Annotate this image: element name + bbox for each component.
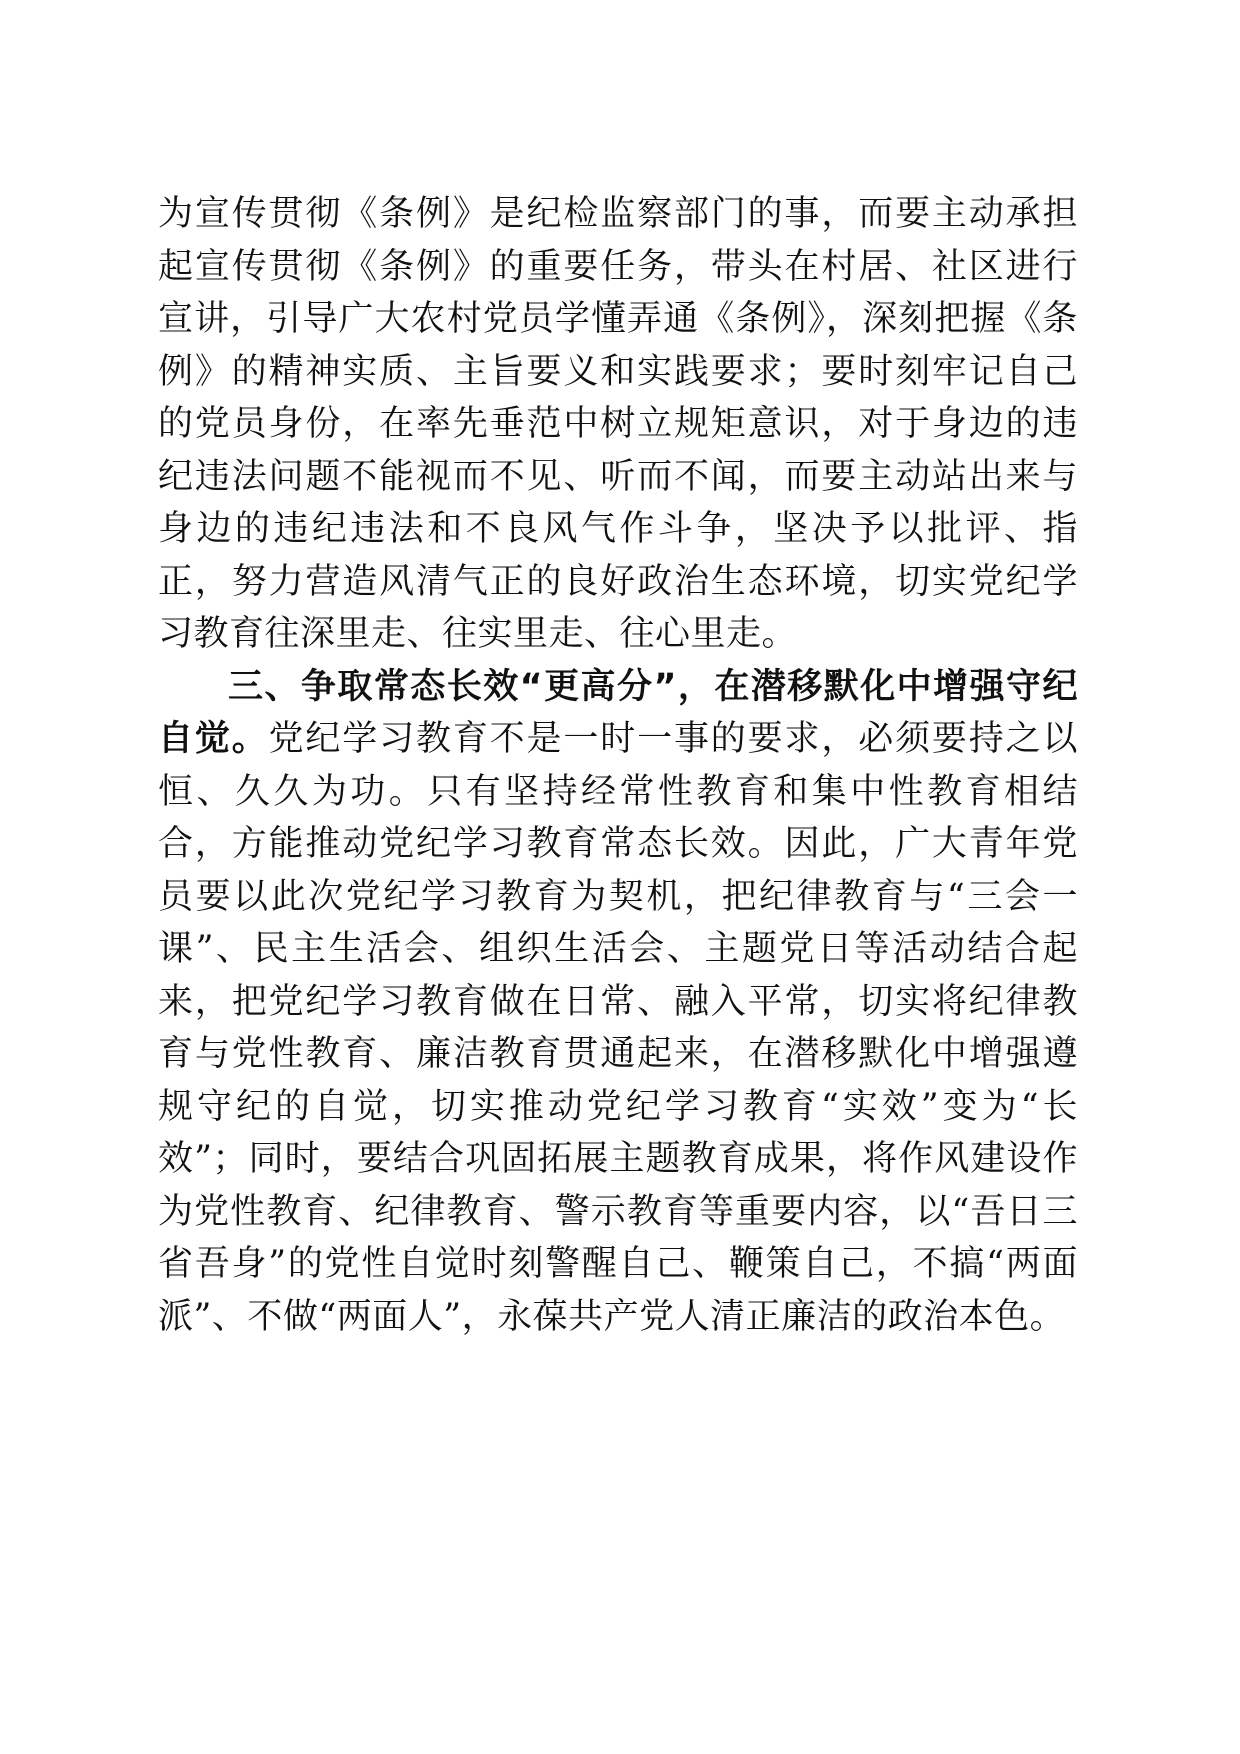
paragraph-continuation	[158, 188, 1078, 661]
document-body	[158, 188, 1078, 1343]
section-heading: 三、争取常态长效“更高分”，在潜移默化中增强守纪自觉。	[158, 666, 1078, 759]
paragraph-text: 为宣传贯彻《条例》是纪检监察部门的事，而要主动承担起宣传贯彻《条例》的重要任务，带头在村居、社区进行宣讲，引导广大农村党员学懂弄通《条例》，深刻把握《条例》的精神实质、主旨要义和实践要求；要时刻牢记自己的党员身份，在率先垂范中树立规矩意识，对于身边的违纪违法问题不能视而不见、听而不闻，而要主动站出来与身边的违纪违法和不良风气作斗争，坚决予以批评、指正，努力营造风清气正的良好政治生态环境，切实党纪学习教育往深里走、往实里走、往心里走。	[158, 194, 1078, 654]
paragraph-text: 党纪学习教育不是一时一事的要求，必须要持之以恒、久久为功。只有坚持经常性教育和集中性教育相结合，方能推动党纪学习教育常态长效。因此，广大青年党员要以此次党纪学习教育为契机，把纪律教育与“三会一课”、民主生活会、组织生活会、主题党日等活动结合起来，把党纪学习教育做在日常、融入平常，切实将纪律教育与党性教育、廉洁教育贯通起来，在潜移默化中增强遵规守纪的自觉，切实推动党纪学习教育“实效”变为“长效”；同时，要结合巩固拓展主题教育成果，将作风建设作为党性教育、纪律教育、警示教育等重要内容，以“吾日三省吾身”的党性自觉时刻警醒自己、鞭策自己，不搞“两面派”、不做“两面人”，永葆共产党人清正廉洁的政治本色。	[158, 719, 1078, 1337]
paragraph-section-three	[158, 661, 1078, 1344]
